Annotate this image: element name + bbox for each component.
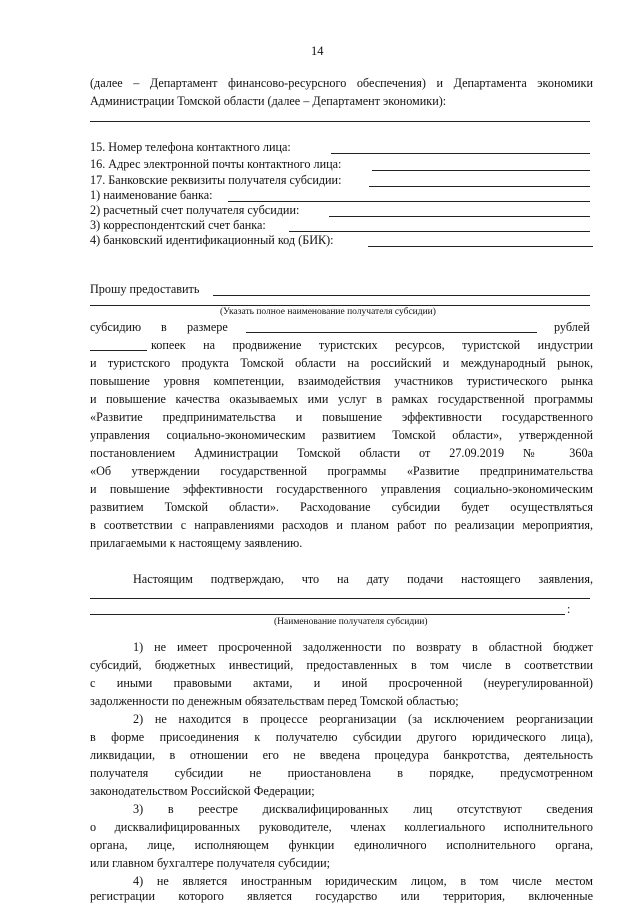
request-line-2: копеек на продвижение туристских ресурсов, туристской индустрии — [151, 338, 593, 352]
recipient-name-field-2[interactable] — [90, 305, 590, 306]
corr-account-label: 3) корреспондентский счет банка: — [90, 218, 266, 232]
confirm-colon: : — [567, 602, 571, 616]
request-line-8: постановлением Администрации Томской области от 27.09.2019 № 360а — [90, 446, 593, 460]
item-2-line-2: в форме присоединения к получателю субсидии другого юридического лица), — [90, 730, 593, 744]
intro-line-1: (далее – Департамент финансово-ресурсного обеспечения) и Департамента экономики — [90, 76, 593, 90]
item-3-line-1: 3) в реестре дисквалифицированных лиц отсутствуют сведения — [133, 802, 593, 816]
item-3-line-4: или главном бухгалтере получателя субсидии; — [90, 856, 331, 870]
intro-blank-line — [90, 121, 590, 122]
request-line-3: и туристского продукта Томской области на российский и международный рынок, — [90, 356, 593, 370]
email-field[interactable] — [372, 170, 590, 171]
item-2-line-4: получателя субсидии не приостановлена в порядке, предусмотренном — [90, 766, 593, 780]
request-line-12: в соответствии с направлениями расходов и планом работ по реализации мероприятия, — [90, 518, 593, 532]
item-2-line-3: ликвидации, в отношении его не введена процедура банкротства, деятельность — [90, 748, 593, 762]
bank-details-field[interactable] — [369, 186, 590, 187]
account-field[interactable] — [329, 216, 590, 217]
confirm-name-field-2[interactable] — [90, 614, 565, 615]
confirm-line: Настоящим подтверждаю, что на дату подачи настоящего заявления, — [133, 572, 593, 586]
item-4-line-2: регистрации которого является государство или территория, включенные — [90, 889, 593, 903]
request-line-13: прилагаемыми к настоящему заявлению. — [90, 536, 303, 550]
item-1-line-2: субсидий, бюджетных инвестиций, предоставленных в том числе в соответствии — [90, 658, 593, 672]
request-line-7: управления социально-экономическим развитием Томской области», утвержденной — [90, 428, 593, 442]
item-1-line-3: с иными правовыми актами, и иной просроченной (неурегулированной) — [90, 676, 593, 690]
bik-field[interactable] — [368, 246, 593, 247]
amount-field[interactable] — [246, 332, 537, 333]
page-number: 14 — [311, 44, 324, 58]
item-1-line-1: 1) не имеет просроченной задолженности по возврату в областной бюджет — [133, 640, 593, 654]
account-label: 2) расчетный счет получателя субсидии: — [90, 203, 300, 217]
request-line-10: и повышение эффективности государственного управления социально-экономическим — [90, 482, 593, 496]
request-line-6: «Развитие предпринимательства и повышение эффективности государственного — [90, 410, 593, 424]
bank-name-field[interactable] — [228, 201, 590, 202]
request-prompt: Прошу предоставить — [90, 282, 200, 296]
request-line-9: «Об утверждении государственной программы «Развитие предпринимательства — [90, 464, 593, 478]
rubles-word: рублей — [554, 320, 590, 334]
request-line-11: развитием Томской области». Расходование субсидии будет осуществляться — [90, 500, 593, 514]
item-2-line-5: законодательством Российской Федерации; — [90, 784, 315, 798]
bik-label: 4) банковский идентификационный код (БИК): — [90, 233, 334, 247]
bank-name-label: 1) наименование банка: — [90, 188, 213, 202]
confirm-caption: (Наименование получателя субсидии) — [274, 617, 428, 627]
item-2-line-1: 2) не находится в процессе реорганизации (за исключением реорганизации — [133, 712, 593, 726]
recipient-name-field[interactable] — [213, 295, 590, 296]
email-label: 16. Адрес электронной почты контактного лица: — [90, 157, 342, 171]
kopecks-field[interactable] — [90, 350, 147, 351]
request-line-5: и повышение качества оказываемых ими услуг в рамках государственной программы — [90, 392, 593, 406]
recipient-caption: (Указать полное наименование получателя субсидии) — [220, 307, 436, 317]
item-3-line-2: о дисквалифицированных руководителе, членах коллегиального исполнительного — [90, 820, 593, 834]
bank-details-label: 17. Банковские реквизиты получателя субсидии: — [90, 173, 342, 187]
amount-word: размере — [187, 320, 228, 334]
confirm-name-field[interactable] — [90, 598, 590, 599]
item-1-line-4: задолженности по денежным обязательствам перед Томской областью; — [90, 694, 459, 708]
intro-line-2: Администрации Томской области (далее – Департамент экономики): — [90, 94, 447, 108]
item-4-line-1: 4) не является иностранным юридическим лицом, в том числе местом — [133, 874, 593, 888]
corr-account-field[interactable] — [289, 231, 590, 232]
request-line-4: повышение уровня компетенции, взаимодействия участников туристического рынка — [90, 374, 593, 388]
in-word: в — [161, 320, 167, 334]
item-3-line-3: органа, лице, исполняющем функции единоличного исполнительного органа, — [90, 838, 593, 852]
phone-field[interactable] — [331, 153, 590, 154]
phone-label: 15. Номер телефона контактного лица: — [90, 140, 291, 154]
subsidy-word: субсидию — [90, 320, 142, 334]
